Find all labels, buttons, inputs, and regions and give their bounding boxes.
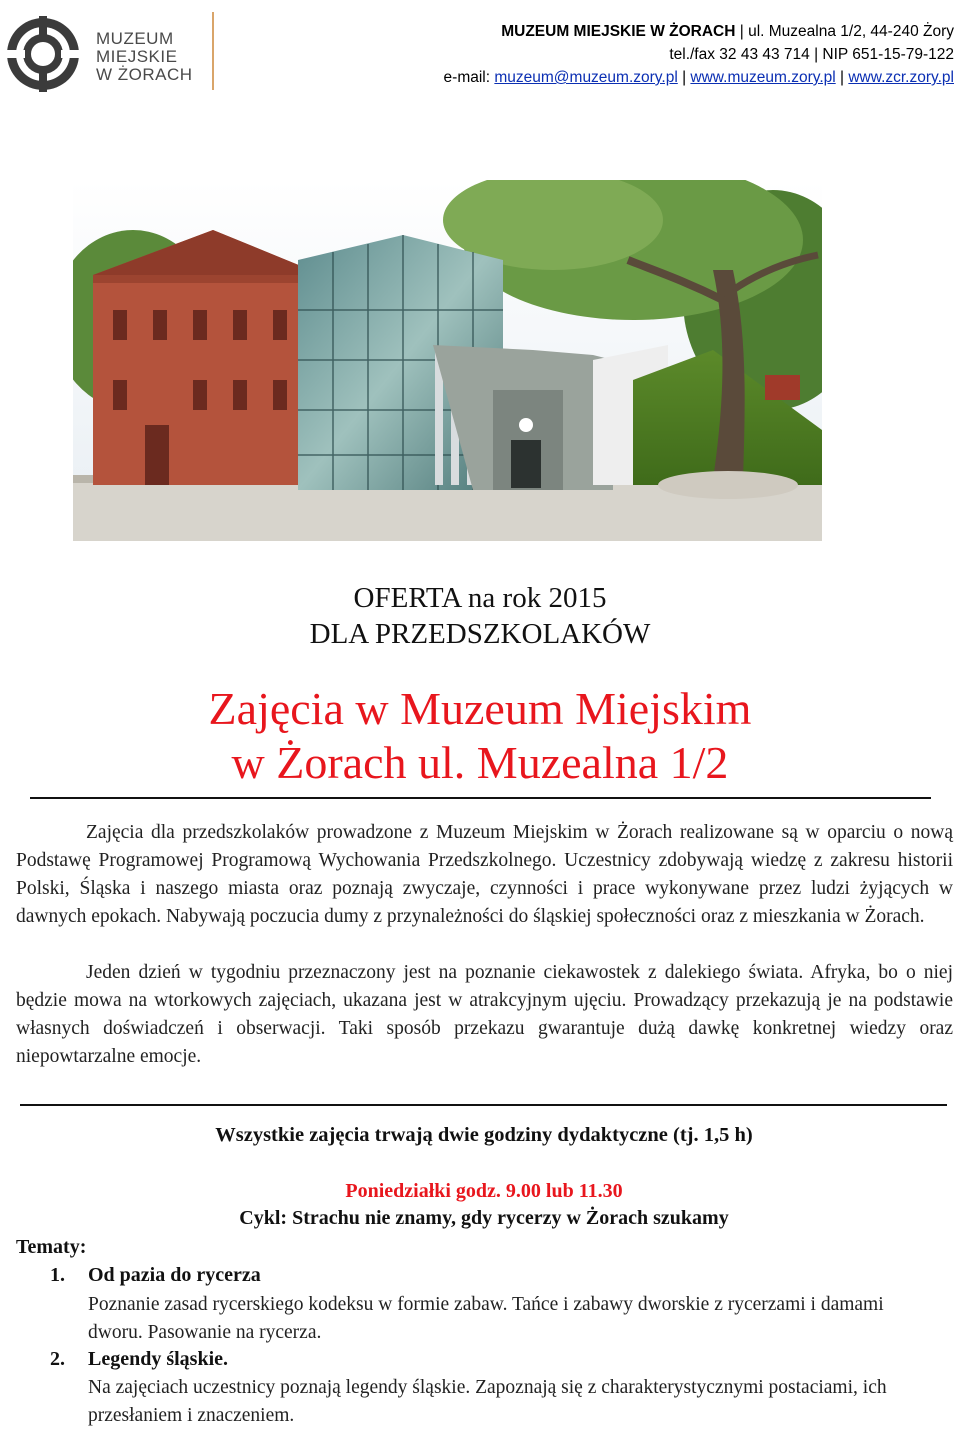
- topic-1-number: 1.: [50, 1264, 65, 1286]
- letterhead-divider: [212, 12, 214, 90]
- intro-paragraph-1: [16, 819, 953, 931]
- offer-audience: DLA PRZEDSZKOLAKÓW: [309, 618, 651, 650]
- website-link-museum[interactable]: www.muzeum.zory.pl: [690, 69, 836, 86]
- museum-building-illustration: [73, 180, 822, 541]
- topic-2-heading: [50, 1348, 228, 1371]
- website-link-zcr[interactable]: www.zcr.zory.pl: [848, 69, 954, 86]
- schedule-days: Poniedziałki godz. 9.00 lub 11.30: [345, 1180, 623, 1202]
- org-address: ul. Muzealna 1/2, 44-240 Żory: [748, 23, 954, 40]
- cycle-title: Cykl: Strachu nie znamy, gdy rycerzy w Żorach szukamy: [239, 1207, 729, 1229]
- topic-2-title: Legendy śląskie.: [88, 1348, 229, 1370]
- logo-line-3: W ŻORACH: [96, 65, 193, 84]
- museum-building-photo: [73, 180, 822, 541]
- intro-divider: [20, 1104, 947, 1106]
- topic-2-description: Na zajęciach uczestnicy poznają legendy śląskie. Zapoznają się z charakterystycznymi postaciami, ich przesłaniem i znaczeniem.: [88, 1377, 887, 1426]
- main-title-line-2: w Żorach ul. Muzealna 1/2: [231, 737, 729, 788]
- museum-logo-text: [96, 30, 193, 84]
- offer-year: OFERTA na rok 2015: [353, 582, 607, 614]
- topic-2-number: 2.: [50, 1348, 65, 1370]
- letterhead-contact: [444, 20, 954, 89]
- org-name: MUZEUM MIEJSKIE W ŻORACH: [501, 23, 736, 40]
- logo-line-1: MUZEUM: [96, 29, 174, 48]
- museum-logo-icon: [4, 4, 82, 104]
- logo-line-2: MIEJSKIE: [96, 47, 178, 66]
- org-web-line: e-mail: muzeum@muzeum.zory.pl | www.muzeum.zory.pl | www.zcr.zory.pl: [443, 69, 954, 86]
- org-address-line: MUZEUM MIEJSKIE W ŻORACH | ul. Muzealna 1/2, 44-240 Żory: [501, 23, 954, 40]
- email-label: e-mail:: [443, 69, 491, 86]
- org-phone-line: tel./fax 32 43 43 714 | NIP 651-15-79-122: [669, 46, 954, 63]
- intro-paragraph-2: [16, 959, 953, 1071]
- intro-paragraph-2-text: Jeden dzień w tygodniu przeznaczony jest na poznanie ciekawostek z dalekiego świata. Afryka, bo o niej będzie mowa na wtorkowych zajęciach, ukazana jest w atrakcyjnym ujęciu. Prowadzący przekazują je na podstawie własnych doświadczeń i obserwacji. Taki sposób przekazu gwarantuje dużą dawkę konkretnej wiedzy oraz niepowtarzalne emocje.: [16, 962, 953, 1067]
- title-divider: [30, 797, 931, 799]
- topic-1-description: Poznanie zasad rycerskiego kodeksu w formie zabaw. Tańce i zabawy dworskie z rycerzami i damami dworu. Pasowanie na rycerza.: [88, 1294, 884, 1343]
- email-link[interactable]: muzeum@muzeum.zory.pl: [494, 69, 678, 86]
- intro-paragraph-1-text: Zajęcia dla przedszkolaków prowadzone z Muzeum Miejskim w Żorach realizowane są w oparciu o nową Podstawę Programowej Programową Wychowania Przedszkolnego. Uczestnicy zdobywają wiedzę z zakresu historii Polski, Śląska i naszego miasta oraz poznają zwyczaje, czynności i prace wykonywane przez ludzi żyjących w dawnych epokach. Nabywają poczucia dumy z przynależności do śląskiej społeczności oraz z mieszkania w Żorach.: [16, 822, 953, 927]
- museum-logo: [4, 4, 214, 104]
- main-title-line-1: Zajęcia w Muzeum Miejskim: [208, 683, 752, 734]
- topic-1-heading: [50, 1264, 261, 1287]
- topic-1-title: Od pazia do rycerza: [88, 1264, 261, 1286]
- topics-heading: Tematy:: [16, 1236, 87, 1258]
- duration-note: Wszystkie zajęcia trwają dwie godziny dydaktyczne (tj. 1,5 h): [215, 1124, 753, 1146]
